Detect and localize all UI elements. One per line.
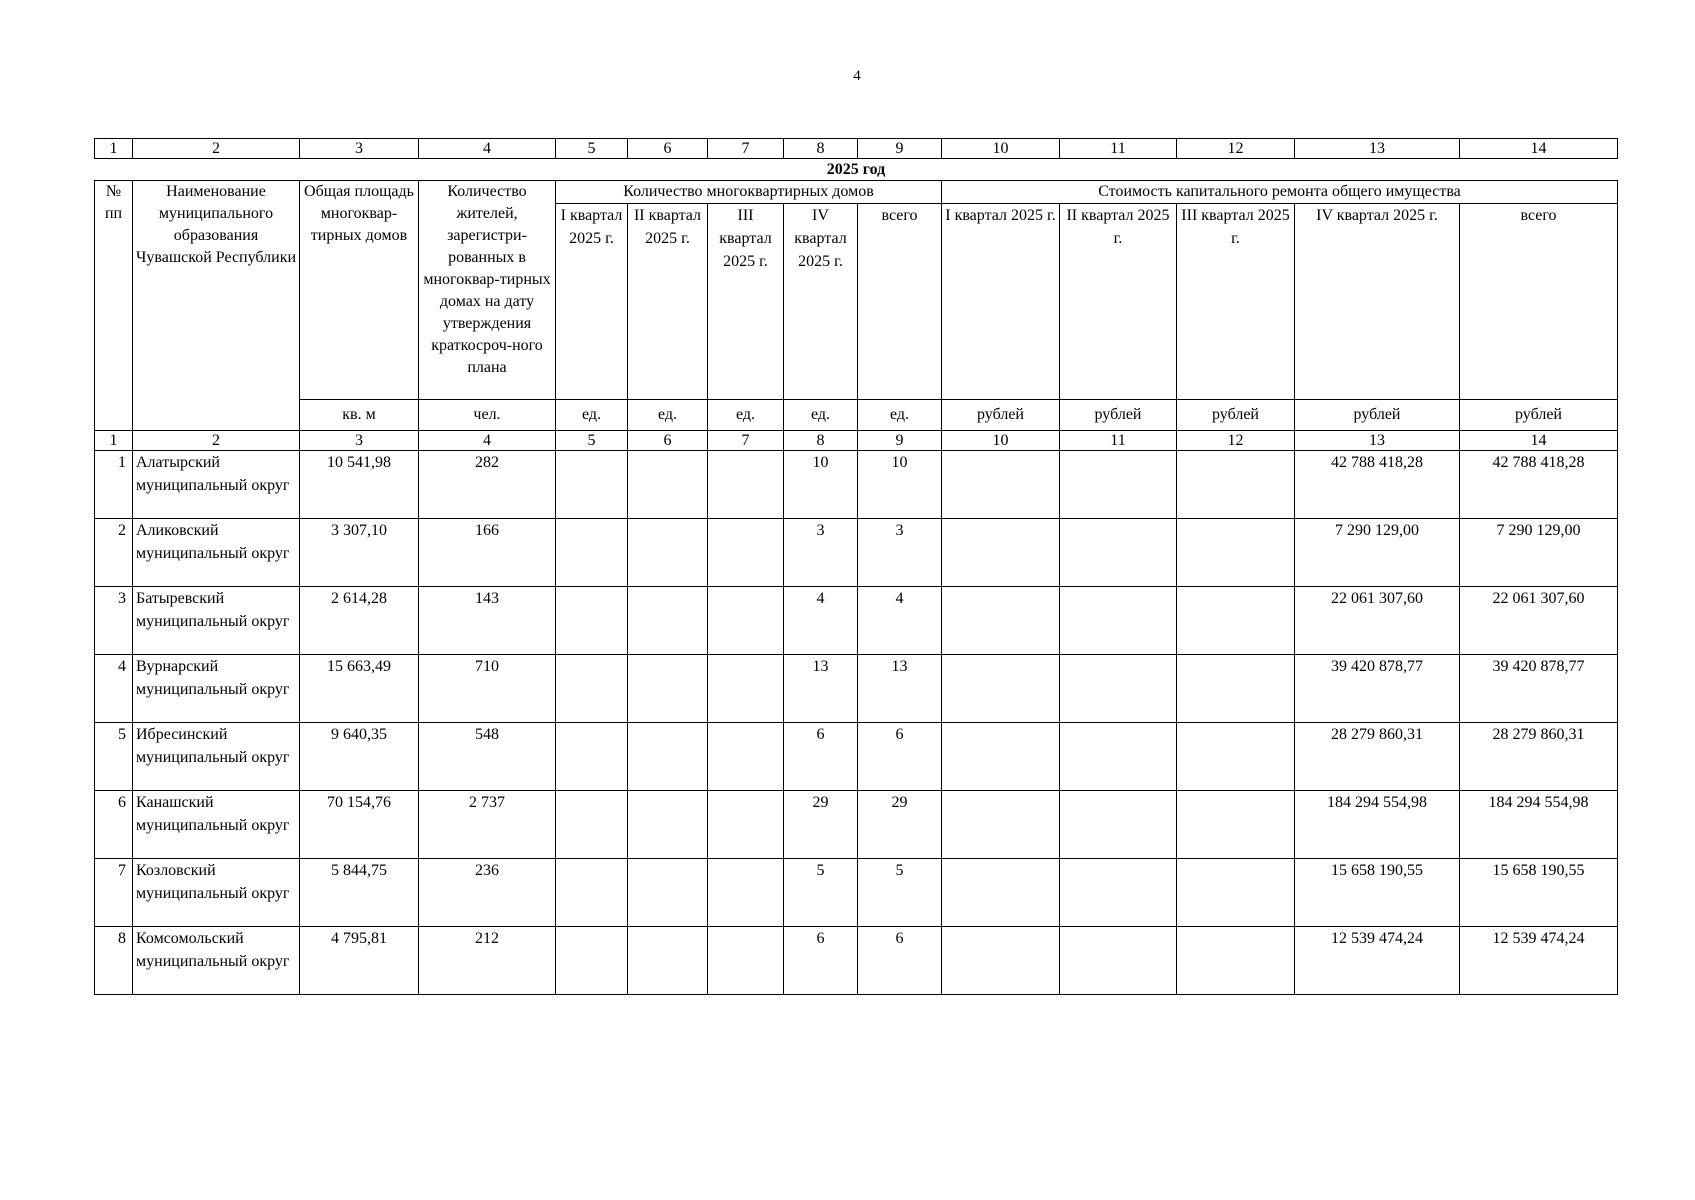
residents-value: 710 [419, 655, 556, 723]
table-row [95, 927, 1618, 995]
area-value: 15 663,49 [300, 655, 419, 723]
year-row [95, 159, 1618, 181]
total-cost-value: 7 290 129,00 [1460, 519, 1618, 587]
unit-cell: ед. [784, 400, 858, 431]
table-row [95, 859, 1618, 927]
q3-houses-value [708, 655, 784, 723]
q2-cost-value [1060, 723, 1177, 791]
header-q2-houses: II квартал 2025 г. [628, 204, 708, 400]
header-q1-cost: I квартал 2025 г. [942, 204, 1060, 400]
unit-cell: ед. [708, 400, 784, 431]
header-q1-houses: I квартал 2025 г. [556, 204, 628, 400]
column-number-cell: 6 [628, 431, 708, 451]
header-num: № пп [95, 181, 133, 431]
q4-houses-value: 13 [784, 655, 858, 723]
header-q4-houses: IV квартал 2025 г. [784, 204, 858, 400]
q3-houses-value [708, 859, 784, 927]
q4-houses-value: 29 [784, 791, 858, 859]
q4-cost-value: 28 279 860,31 [1295, 723, 1460, 791]
residents-value: 282 [419, 451, 556, 519]
q1-houses-value [556, 655, 628, 723]
municipality-name: Алатырский муниципальный округ [133, 451, 300, 519]
municipality-name: Козловский муниципальный округ [133, 859, 300, 927]
row-number: 3 [95, 587, 133, 655]
column-number-cell: 7 [708, 139, 784, 159]
column-number-cell: 3 [300, 139, 419, 159]
column-number-cell: 8 [784, 431, 858, 451]
column-number-cell: 13 [1295, 431, 1460, 451]
q1-houses-value [556, 927, 628, 995]
q1-houses-value [556, 451, 628, 519]
q2-houses-value [628, 859, 708, 927]
units-row [95, 400, 1618, 431]
column-number-cell: 14 [1460, 431, 1618, 451]
header-total-houses: всего [858, 204, 942, 400]
municipality-name: Вурнарский муниципальный округ [133, 655, 300, 723]
q3-cost-value [1177, 451, 1295, 519]
column-number-cell: 6 [628, 139, 708, 159]
q2-houses-value [628, 791, 708, 859]
column-number-cell: 12 [1177, 431, 1295, 451]
header-houses-group: Количество многоквартирных домов [556, 181, 942, 204]
q2-houses-value [628, 519, 708, 587]
q1-houses-value [556, 723, 628, 791]
residents-value: 548 [419, 723, 556, 791]
q2-houses-value [628, 723, 708, 791]
municipality-name: Комсомольский муниципальный округ [133, 927, 300, 995]
q3-cost-value [1177, 587, 1295, 655]
q3-houses-value [708, 451, 784, 519]
q1-cost-value [942, 519, 1060, 587]
column-number-cell: 13 [1295, 139, 1460, 159]
column-number-cell: 5 [556, 431, 628, 451]
q3-houses-value [708, 587, 784, 655]
column-number-cell: 3 [300, 431, 419, 451]
row-number: 7 [95, 859, 133, 927]
header-q3-houses: III квартал 2025 г. [708, 204, 784, 400]
row-number: 5 [95, 723, 133, 791]
column-number-cell: 4 [419, 431, 556, 451]
header-q4-cost: IV квартал 2025 г. [1295, 204, 1460, 400]
header-area: Общая площадь многоквар-тирных домов [300, 181, 419, 400]
area-value: 5 844,75 [300, 859, 419, 927]
header-name: Наименование муниципального образования Чувашской Республики [133, 181, 300, 431]
header-q3-cost: III квартал 2025 г. [1177, 204, 1295, 400]
total-houses-value: 4 [858, 587, 942, 655]
municipality-name: Канашский муниципальный округ [133, 791, 300, 859]
q1-houses-value [556, 859, 628, 927]
q4-houses-value: 6 [784, 723, 858, 791]
row-number: 1 [95, 451, 133, 519]
column-number-cell: 2 [133, 139, 300, 159]
q4-cost-value: 184 294 554,98 [1295, 791, 1460, 859]
total-houses-value: 10 [858, 451, 942, 519]
column-number-row [95, 139, 1618, 159]
q1-cost-value [942, 791, 1060, 859]
table-row [95, 519, 1618, 587]
header-q2-cost: II квартал 2025 г. [1060, 204, 1177, 400]
unit-cell: чел. [419, 400, 556, 431]
q1-cost-value [942, 451, 1060, 519]
q2-cost-value [1060, 587, 1177, 655]
q1-cost-value [942, 723, 1060, 791]
header-group-row [95, 181, 1618, 204]
total-houses-value: 6 [858, 723, 942, 791]
q4-cost-value: 22 061 307,60 [1295, 587, 1460, 655]
q4-houses-value: 3 [784, 519, 858, 587]
area-value: 9 640,35 [300, 723, 419, 791]
year-title: 2025 год [95, 159, 1618, 181]
q1-cost-value [942, 655, 1060, 723]
unit-cell: ед. [858, 400, 942, 431]
column-number-cell: 10 [942, 139, 1060, 159]
table-row [95, 723, 1618, 791]
residents-value: 2 737 [419, 791, 556, 859]
table-row [95, 791, 1618, 859]
column-number-cell: 14 [1460, 139, 1618, 159]
q1-cost-value [942, 927, 1060, 995]
residents-value: 143 [419, 587, 556, 655]
table-row [95, 587, 1618, 655]
table-row [95, 451, 1618, 519]
unit-cell: рублей [1177, 400, 1295, 431]
row-number: 8 [95, 927, 133, 995]
q4-cost-value: 42 788 418,28 [1295, 451, 1460, 519]
q3-houses-value [708, 519, 784, 587]
q2-cost-value [1060, 451, 1177, 519]
total-houses-value: 3 [858, 519, 942, 587]
unit-cell: ед. [556, 400, 628, 431]
municipality-name: Аликовский муниципальный округ [133, 519, 300, 587]
unit-cell: рублей [1460, 400, 1618, 431]
q2-cost-value [1060, 927, 1177, 995]
unit-cell: рублей [1295, 400, 1460, 431]
header-cost-group: Стоимость капитального ремонта общего имущества [942, 181, 1618, 204]
column-number-cell: 2 [133, 431, 300, 451]
total-houses-value: 13 [858, 655, 942, 723]
q4-cost-value: 15 658 190,55 [1295, 859, 1460, 927]
q3-houses-value [708, 723, 784, 791]
q2-houses-value [628, 451, 708, 519]
q4-cost-value: 7 290 129,00 [1295, 519, 1460, 587]
residents-value: 212 [419, 927, 556, 995]
residents-value: 236 [419, 859, 556, 927]
q4-houses-value: 5 [784, 859, 858, 927]
area-value: 3 307,10 [300, 519, 419, 587]
municipality-name: Ибресинский муниципальный округ [133, 723, 300, 791]
total-cost-value: 12 539 474,24 [1460, 927, 1618, 995]
q4-houses-value: 6 [784, 927, 858, 995]
column-number-cell: 5 [556, 139, 628, 159]
municipality-name: Батыревский муниципальный округ [133, 587, 300, 655]
row-number: 6 [95, 791, 133, 859]
total-houses-value: 6 [858, 927, 942, 995]
q3-cost-value [1177, 723, 1295, 791]
total-cost-value: 15 658 190,55 [1460, 859, 1618, 927]
area-value: 2 614,28 [300, 587, 419, 655]
q2-cost-value [1060, 859, 1177, 927]
q3-houses-value [708, 791, 784, 859]
q2-houses-value [628, 927, 708, 995]
unit-cell: рублей [1060, 400, 1177, 431]
q2-cost-value [1060, 791, 1177, 859]
column-number-cell: 9 [858, 431, 942, 451]
unit-cell: ед. [628, 400, 708, 431]
row-number: 2 [95, 519, 133, 587]
column-number-cell: 8 [784, 139, 858, 159]
column-number-cell: 11 [1060, 431, 1177, 451]
total-houses-value: 5 [858, 859, 942, 927]
unit-cell: кв. м [300, 400, 419, 431]
total-cost-value: 184 294 554,98 [1460, 791, 1618, 859]
column-number-cell: 4 [419, 139, 556, 159]
repair-plan-table [94, 138, 1618, 995]
total-cost-value: 42 788 418,28 [1460, 451, 1618, 519]
total-cost-value: 22 061 307,60 [1460, 587, 1618, 655]
column-number-cell: 7 [708, 431, 784, 451]
column-number-cell: 9 [858, 139, 942, 159]
q4-houses-value: 10 [784, 451, 858, 519]
q2-houses-value [628, 655, 708, 723]
header-residents: Количество жителей, зарегистри-рованных в многоквар-тирных домах на дату утверждения краткосроч-ного плана [419, 181, 556, 400]
q1-houses-value [556, 519, 628, 587]
q3-cost-value [1177, 927, 1295, 995]
q3-cost-value [1177, 519, 1295, 587]
q3-cost-value [1177, 859, 1295, 927]
q2-cost-value [1060, 519, 1177, 587]
page-number: 4 [853, 68, 861, 84]
column-number-cell: 1 [95, 431, 133, 451]
total-houses-value: 29 [858, 791, 942, 859]
column-number-cell: 1 [95, 139, 133, 159]
column-number-cell: 12 [1177, 139, 1295, 159]
area-value: 70 154,76 [300, 791, 419, 859]
q3-cost-value [1177, 791, 1295, 859]
residents-value: 166 [419, 519, 556, 587]
q3-cost-value [1177, 655, 1295, 723]
area-value: 4 795,81 [300, 927, 419, 995]
total-cost-value: 28 279 860,31 [1460, 723, 1618, 791]
q2-cost-value [1060, 655, 1177, 723]
q1-houses-value [556, 587, 628, 655]
q4-cost-value: 12 539 474,24 [1295, 927, 1460, 995]
q2-houses-value [628, 587, 708, 655]
column-number-cell: 10 [942, 431, 1060, 451]
q4-cost-value: 39 420 878,77 [1295, 655, 1460, 723]
q4-houses-value: 4 [784, 587, 858, 655]
row-number: 4 [95, 655, 133, 723]
table-row [95, 655, 1618, 723]
q1-houses-value [556, 791, 628, 859]
column-number-cell: 11 [1060, 139, 1177, 159]
q3-houses-value [708, 927, 784, 995]
unit-cell: рублей [942, 400, 1060, 431]
header-total-cost: всего [1460, 204, 1618, 400]
column-number-row [95, 431, 1618, 451]
q1-cost-value [942, 859, 1060, 927]
total-cost-value: 39 420 878,77 [1460, 655, 1618, 723]
q1-cost-value [942, 587, 1060, 655]
area-value: 10 541,98 [300, 451, 419, 519]
